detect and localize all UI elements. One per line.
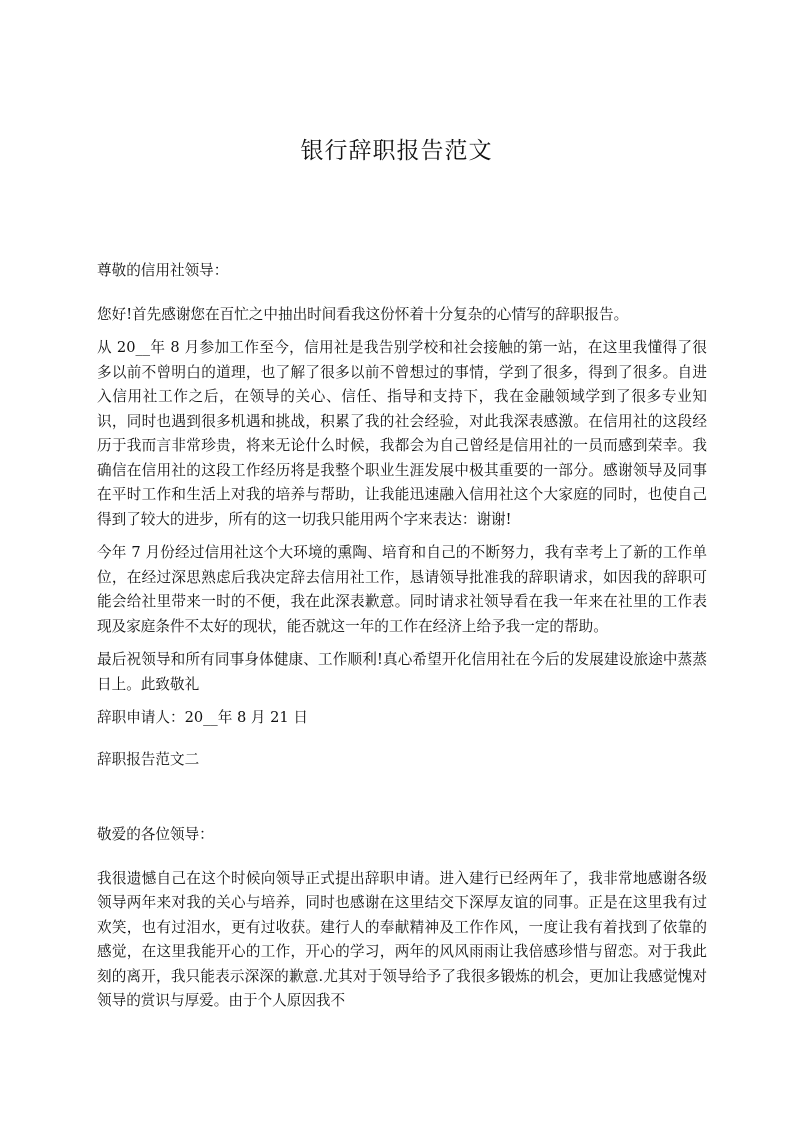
document-body: [97, 259, 707, 1014]
paragraph-reason: 今年 7 月份经过信用社这个大环境的熏陶、培育和自己的不断努力，我有幸考上了新的工作单位，在经过深思熟虑后我决定辞去信用社工作，恳请领导批准我的辞职请求，如因我的辞职可能会给社里带来一时的不便，我在此深表歉意。同时请求社领导看在我一年来在社里的工作表现及家庭条件不太好的现状，能否就这一年的工作在经济上给予我一定的帮助。: [97, 544, 707, 635]
paragraph-section-2: 我很遗憾自己在这个时候向领导正式提出辞职申请。进入建行已经两年了，我非常地感谢各级领导两年来对我的关心与培养，同时也感谢在这里结交下深厚友谊的同事。正是在这里我有过欢笑，也有过泪水，更有过收获。建行人的奉献精神及工作作风，一度让我有着找到了依靠的感觉，在这里我能开心的工作，开心的学习，两年的风风雨雨让我倍感珍惜与留恋。对于我此刻的离开，我只能表示深深的歉意.尤其对于领导给予了我很多锻炼的机会，更加让我感觉愧对领导的赏识与厚爱。由于个人原因我不: [97, 869, 707, 1009]
section-2-title: 辞职报告范文二: [97, 750, 200, 768]
salutation-2: 敬爱的各位领导：: [97, 826, 214, 843]
salutation: 尊敬的信用社领导：: [97, 262, 229, 279]
signature-line: 辞职申请人：20__年 8 月 21 日: [97, 709, 308, 726]
paragraph-closing: 最后祝领导和所有同事身体健康、工作顺利!真心希望开化信用社在今后的发展建设旅途中蒸蒸日上。此致敬礼: [97, 651, 707, 693]
paragraph-experience: 从 20__年 8 月参加工作至今，信用社是我告别学校和社会接触的第一站，在这里我懂得了很多以前不曾明白的道理，也了解了很多以前不曾想过的事情，学到了很多，得到了很多。自进入信用社工作之后，在领导的关心、信任、指导和支持下，我在金融领域学到了很多专业知识，同时也遇到很多机遇和挑战，积累了我的社会经验，对此我深表感激。在信用社的这段经历于我而言非常珍贵，将来无论什么时候，我都会为自己曾经是信用社的一员而感到荣幸。我确信在信用社的这段工作经历将是我整个职业生涯发展中极其重要的一部分。感谢领导及同事在平时工作和生活上对我的培养与帮助，让我能迅速融入信用社这个大家庭的同时，也使自己得到了较大的进步，所有的这一切我只能用两个字来表达：谢谢!: [97, 339, 707, 528]
document-title: 银行辞职报告范文: [300, 138, 493, 164]
paragraph-greeting: 您好!首先感谢您在百忙之中抽出时间看我这份怀着十分复杂的心情写的辞职报告。: [97, 305, 629, 323]
